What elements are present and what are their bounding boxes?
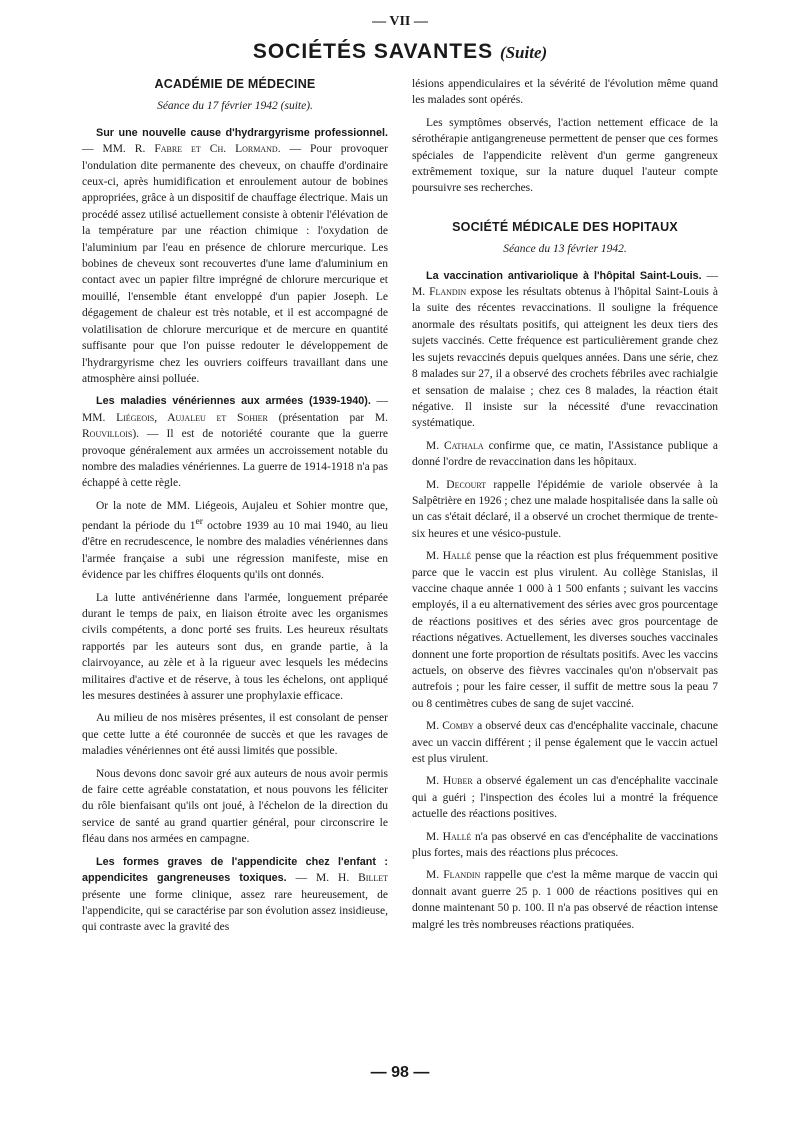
paragraph: La lutte antivénérienne dans l'armée, longuement préparée durant le temps de paix, en liaison étroite avec les organismes civils compétents, a donc porté ses fruits. Les heureux résultats rapportés par les auteurs sont dus, en grande partie, à la clairvoyance, au zèle et à la rigueur avec lesquels les médecins militaires d'active et de réserve, à tous les échelons, ont appliqué les mesures destinées à assurer une prophylaxie efficace.	[82, 591, 388, 703]
section-title-hopitaux: SOCIÉTÉ MÉDICALE DES HOPITAUX	[452, 219, 678, 234]
article-body: . — Pour provoquer l'ondulation dite permanente des cheveux, on chauffe d'ordinaire ceux-ci, après humidification et enroulement autour de bobines appropriées, grâce à un dispositif de chauffage électrique. Mais un procédé assez utilisé actuellement consiste à obtenir l'élévation de la température par une réaction chimique : l'oxydation de l'aluminium par l'eau en présence de chlorure mercurique. Les bobines de cheveux sont recouvertes d'une lame d'aluminium en contact avec un papier filtre imprégné de chlorure mercurique et mouillé, l'ensemble étant enveloppé d'un papier Joseph. Le dégagement de chaleur est très notable, et il est accompagné de volatilisation de chlorure mercurique et de mercure en quantité suffisante pour que l'on puisse redouter le développement de l'hydrargyrisme chez les ouvriers coiffeurs travaillant dans une atmosphère ainsi polluée.	[82, 143, 388, 385]
comment-halle: M. Hallé pense que la réaction est plus fréquemment positive parce que le vaccin est plus virulent. Au collège Stanislas, il vaccine chaque année 1 000 à 1 500 enfants ; suivant les vaccins employés, il a eu alternativement des séries avec gros pourcentage de réactions positives et des séries avec gros pourcentage de réactions négatives. Actuellement, les diverses souches vaccinales donnent une forte proportion de résultats positifs. Avec les vaccins actuels, on observe des fièvres vaccinales qu'on n'observait pas autrefois ; pour les faire cesser, il suffit de mettre sous la peau 7 ou 8 centimètres cubes de sang de sujet vacciné.	[412, 550, 718, 710]
comment-flandin: M. Flandin rappelle que c'est la même marque de vaccin qui donnait avant guerre 25 p. 1 000 de réactions positives qui en donne maintenant 50 p. 100. Il n'a pas observé de réaction intense malgré les très nombreuses réactions pratiquées.	[412, 869, 718, 931]
comment-cathala: M. Cathala confirme que, ce matin, l'Assistance publique a donné l'ordre de revaccination dans les hôpitaux.	[412, 439, 718, 469]
article-lead: Les formes graves de l'appendicite chez l'enfant : appendicites gangreneuses toxiques.	[82, 855, 388, 885]
left-column	[82, 76, 388, 942]
right-column	[412, 76, 718, 939]
article-lead: Sur une nouvelle cause d'hydrargyrisme professionnel.	[96, 126, 388, 139]
article-lead: Les maladies vénériennes aux armées (1939-1940).	[96, 395, 371, 408]
article-authors: R. Fabre et Ch. Lormand	[134, 143, 278, 156]
comment-huber: M. Huber a observé également un cas d'encéphalite vaccinale qui a guéri ; l'inspection des écoles lui a montré la fréquence actuelle des réactions positives.	[412, 775, 718, 821]
article-maladies-veneriennes: Les maladies vénériennes aux armées (1939-1940). — MM. Liégeois, Aujaleu et Sohier (présentation par M. Rouvillois). — Il est de notoriété courante que la guerre provoque généralement aux armées un accroissement notable du nombre des maladies vénériennes. La guerre de 1914-1918 n'a pas échappé à cette règle.	[82, 395, 388, 490]
article-body: expose les résultats obtenus à l'hôpital Saint-Louis à la suite des récentes revaccinations. Il souligne la fréquence anormale des résultats positifs, qui atteignent les deux tiers des sujets vaccinés. Cette fréquence est particulièrement grande chez les sujets revaccinés depuis quelques années. Dans une série, chez 8 malades sur 27, il a observé des crochets fébriles avec rachialgie et sensation de malaise ; chez ces 8 malades, la réaction était négative. Il insiste sur la nécessité d'une revaccination systématique.	[412, 286, 718, 430]
article-appendicite: Les formes graves de l'appendicite chez l'enfant : appendicites gangreneuses toxiques. — M. H. Billet présente une forme clinique, assez rare heureusement, de l'appendicite, qui se caractérise par son évolution assez insidieuse, qui contraste avec la gravité des	[82, 855, 389, 934]
article-authors: Liégeois, Aujaleu et Sohier	[116, 411, 268, 424]
article-presenter: Rouvillois	[82, 428, 133, 441]
article-body: ). — Il est de notoriété courante que la guerre provoque généralement aux armées un accroissement notable du nombre des maladies vénériennes. La guerre de 1914-1918 n'a pas échappé à cette règle.	[82, 428, 388, 490]
paragraph: Au milieu de nos misères présentes, il est consolant de penser que cette lutte a été couronnée de succès et que les ravages de maladies vénériennes ont été aussi limités que possible.	[82, 712, 388, 758]
paragraph: Nous devons donc savoir gré aux auteurs de nous avoir permis de faire cette agréable constatation, et nous pouvons les féliciter du rôle bienfaisant qu'ils ont joué, à l'échelon de la direction du service de santé au grand quartier général, pour circonscrire le fléau dans nos armées en campagne.	[82, 767, 388, 846]
roman-page-number: — VII —	[372, 14, 428, 29]
comment-comby: M. Comby a observé deux cas d'encéphalite vaccinale, chacune avec un vaccin différent ; il pense également que le vaccin actuel est plus virulent.	[412, 720, 718, 766]
seance-date-left: Séance du 17 février 1942 (suite).	[157, 100, 313, 113]
article-lead: La vaccination antivariolique à l'hôpital Saint-Louis.	[426, 269, 702, 282]
article-hydrargyrisme: Sur une nouvelle cause d'hydrargyrisme professionnel. — MM. R. Fabre et Ch. Lormand. — Pour provoquer l'ondulation dite permanente des cheveux, on chauffe d'ordinaire ceux-ci, après humidification et enroulement autour de bobines appropriées, grâce à un dispositif de chauffage électrique. Mais un procédé assez utilisé actuellement consiste à obtenir l'élévation de la température par une réaction chimique : l'oxydation de l'aluminium par l'eau en présence de chlorure mercurique. Les bobines de cheveux sont recouvertes d'une lame d'aluminium en contact avec un papier filtre imprégné de chlorure mercurique et mouillé, l'ensemble étant enveloppé d'un papier Joseph. Le dégagement de chaleur est très notable, et il est accompagné de volatilisation de chlorure mercurique et de mercure en quantité suffisante pour que l'on puisse redouter le développement de l'hydrargyrisme chez les ouvriers coiffeurs travaillant dans une atmosphère ainsi polluée.	[82, 126, 388, 385]
page-title	[0, 40, 800, 64]
paragraph-continued: lésions appendiculaires et la sévérité de l'évolution même quand les malades sont opérés.	[412, 78, 718, 107]
article-author: Flandin	[429, 286, 467, 299]
article-vaccination: La vaccination antivariolique à l'hôpital Saint-Louis. — M. Flandin expose les résultats obtenus à l'hôpital Saint-Louis à la suite des récentes revaccinations. Il souligne la fréquence anormale des résultats positifs, qui atteignent les deux tiers des sujets vaccinés. Cette fréquence est particulièrement grande chez les sujets revaccinés depuis quelques années. Dans une série, chez 8 malades sur 27, il a observé des crochets fébriles avec rachialgie et sensation de malaise ; chez ces 8 malades, la réaction était négative. Il insiste sur la nécessité d'une revaccination systématique.	[412, 269, 719, 430]
section-title-academie: ACADÉMIE DE MÉDECINE	[154, 77, 316, 91]
page-number: — 98 —	[370, 1064, 430, 1081]
title-suite: (Suite)	[499, 43, 548, 62]
comment-decourt: M. Decourt rappelle l'épidémie de variole observée à la Salpêtrière en 1926 ; chez une malade hospitalisée dans la salle où un cas s'était déclaré, il a observé un crochet thermique de trente-six heures et une vésico-pustule.	[412, 478, 718, 540]
comment-halle-2: M. Hallé n'a pas observé en cas d'encéphalite de vaccinations plus fortes, mais des réactions plus précoces.	[412, 830, 718, 860]
title-text: SOCIÉTÉS SAVANTES	[252, 40, 494, 63]
superscript: er	[195, 516, 203, 528]
article-authors: H. Billet	[338, 872, 389, 885]
article-body: présente une forme clinique, assez rare heureusement, de l'appendicite, qui se caractérise par son évolution assez insidieuse, qui contraste avec la gravité des	[82, 888, 388, 934]
paragraph: Les symptômes observés, l'action nettement efficace de la sérothérapie antigangreneuse permettent de penser que ces formes spéciales de l'appendicite relèvent d'un germe gangreneux extrêmement toxique, sur la nature duquel l'auteur compte poursuivre ses recherches.	[412, 116, 718, 195]
seance-date-right: Séance du 13 février 1942.	[503, 243, 627, 256]
paragraph: Or la note de MM. Liégeois, Aujaleu et Sohier montre que, pendant la période du 1er octobre 1939 au 10 mai 1940, au lieu d'être en recrudescence, le nombre des maladies vénériennes dans l'armée française a subi une régression manifeste, mise en évidence par les chiffres éloquents qu'ils ont donnés.	[82, 499, 388, 582]
